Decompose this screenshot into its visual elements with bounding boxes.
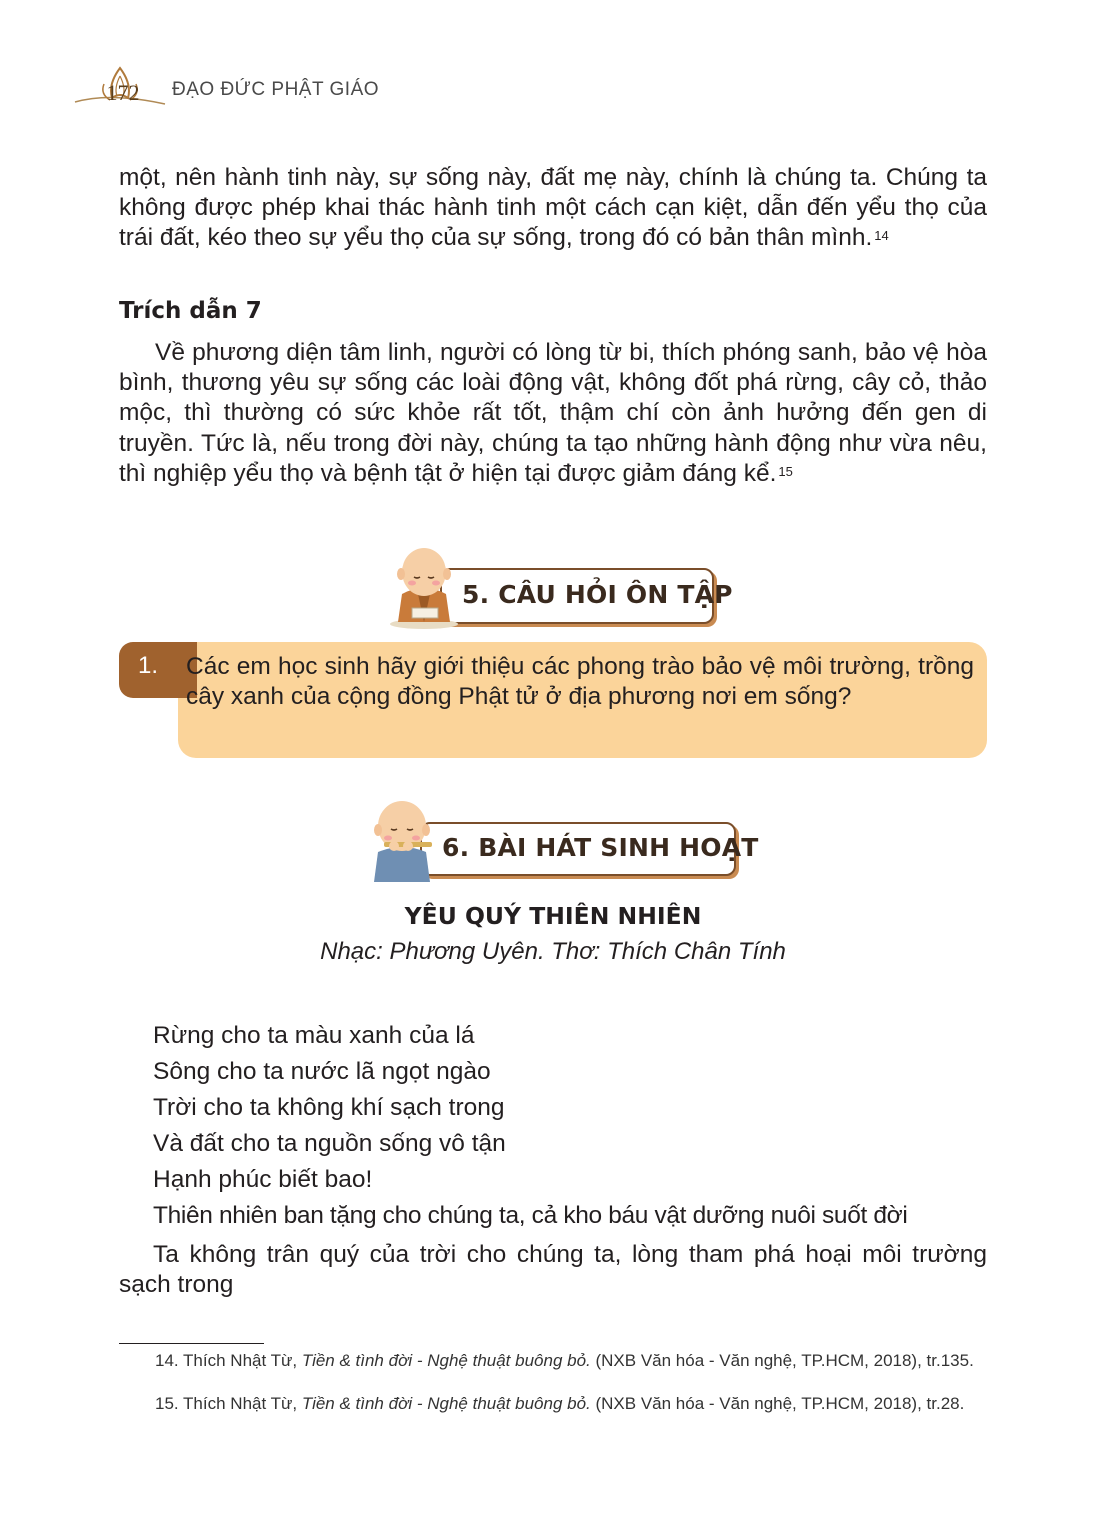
footnote-ref[interactable]: 15 <box>778 463 793 479</box>
footnote-book-title: Tiền & tình đời - Nghệ thuật buông bỏ. <box>301 1351 591 1370</box>
footnote <box>119 1393 987 1415</box>
lyric-line: Trời cho ta không khí sạch trong <box>153 1094 505 1121</box>
running-header-title: ĐẠO ĐỨC PHẬT GIÁO <box>172 79 380 100</box>
question-number: 1. <box>138 652 159 679</box>
monk-flute-icon <box>364 796 440 888</box>
lyric-line: Hạnh phúc biết bao! <box>153 1166 373 1193</box>
footnote-publication: (NXB Văn hóa - Văn nghệ, TP.HCM, 2018), tr.135. <box>590 1351 974 1370</box>
question-text: Các em học sinh hãy giới thiệu các phong trào bảo vệ môi trường, trồng cây xanh của cộng đồng Phật tử ở địa phương nơi em sống? <box>186 653 974 711</box>
song-credit: Nhạc: Phương Uyên. Thơ: Thích Chân Tính <box>320 938 786 965</box>
song-title: YÊU QUÝ THIÊN NHIÊN <box>404 902 702 930</box>
body-paragraph <box>119 163 987 254</box>
lyric-line: Ta không trân quý của trời cho chúng ta, lòng tham phá hoại môi trường sạch trong <box>119 1241 987 1299</box>
footnote-author: 14. Thích Nhật Từ, <box>155 1351 302 1370</box>
lyric-line: Rừng cho ta màu xanh của lá <box>153 1022 475 1049</box>
section-title: 6. BÀI HÁT SINH HOẠT <box>442 833 759 862</box>
body-paragraph <box>119 338 987 489</box>
paragraph-text: một, nên hành tinh này, sự sống này, đất mẹ này, chính là chúng ta. Chúng ta không được phép khai thác hành tinh một cách cạn kiệt, dẫn đến yểu thọ của trái đất, kéo theo sự yểu thọ của sự sống, trong đó có bản thân mình. <box>119 164 987 252</box>
monk-reading-icon <box>388 542 460 632</box>
footnote-author: 15. Thích Nhật Từ, <box>155 1394 302 1413</box>
footnote-book-title: Tiền & tình đời - Nghệ thuật buông bỏ. <box>301 1394 591 1413</box>
lyric-line: Thiên nhiên ban tặng cho chúng ta, cả kho báu vật dưỡng nuôi suốt đời <box>153 1202 908 1229</box>
subsection-heading: Trích dẫn 7 <box>119 298 262 324</box>
footnote-divider <box>119 1343 264 1344</box>
footnote-publication: (NXB Văn hóa - Văn nghệ, TP.HCM, 2018), tr.28. <box>590 1394 965 1413</box>
section-title: 5. CÂU HỎI ÔN TẬP <box>462 580 733 609</box>
footnote-ref[interactable]: 14 <box>874 228 889 244</box>
page-number: 172 <box>106 80 140 105</box>
lyric-line: Sông cho ta nước lã ngọt ngào <box>153 1058 491 1085</box>
lyric-line: Và đất cho ta nguồn sống vô tận <box>153 1130 506 1157</box>
footnote <box>119 1350 987 1372</box>
paragraph-text: Về phương diện tâm linh, người có lòng từ bi, thích phóng sanh, bảo vệ hòa bình, thương yêu sự sống các loài động vật, không đốt phá rừng, cây cỏ, thảo mộc, thì thường có sức khỏe rất tốt, thậm chí còn ảnh hưởng đến gen di truyền. Tức là, nếu trong đời này, chúng ta tạo những hành động như vừa nêu, thì nghiệp yểu thọ và bệnh tật ở hiện tại được giảm đáng kể. <box>119 339 987 487</box>
